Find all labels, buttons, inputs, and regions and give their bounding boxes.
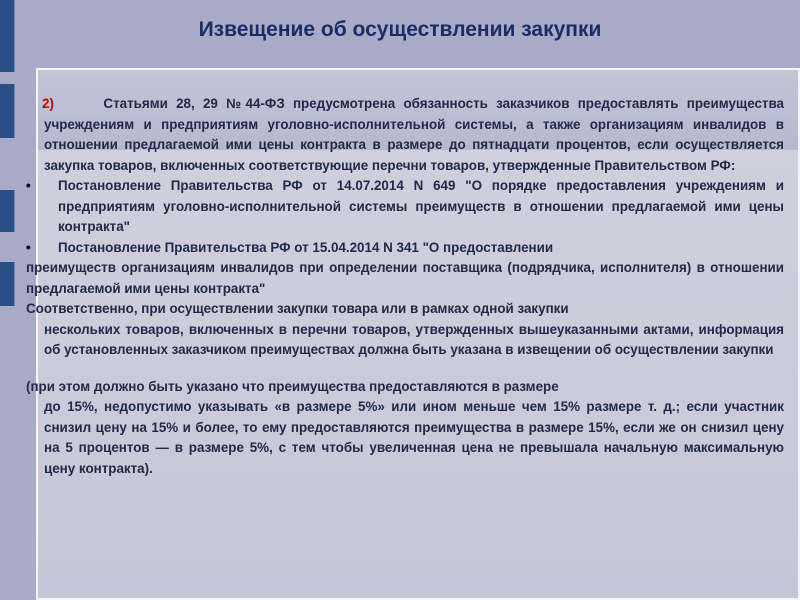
bullet-item-2 (26, 238, 784, 259)
bullet-2-first-line: Постановление Правительства РФ от 15.04.2014 N 341 "О предоставлении (58, 239, 554, 255)
intro-paragraph (44, 94, 784, 176)
bullet-dot-icon: • (26, 178, 31, 193)
conclusion-rest: нескольких товаров, включенных в перечни товаров, утвержденных вышеуказанными актами, информация об установленных заказчиком преимуществах должна быть указана в извещении об осуществлении закупки (44, 321, 784, 357)
decorative-bar-4 (0, 262, 15, 306)
decorative-bar-2 (0, 84, 15, 138)
note-rest: до 15%, недопустимо указывать «в размере 5%» или ином меньше чем 15% размере т. д.; если участник снизил цену на 15% и более, то ему предоставляются преимущества в размере 15%, если же он снизил цену на 5 процентов — в размере 5%, с тем чтобы увеличенная цена не превышала начальную максимальную цену контракта). (44, 399, 784, 476)
bullet-dot-icon: • (26, 239, 31, 255)
bullet-item-1 (26, 176, 784, 238)
intro-text: Статьями 28, 29 №44-ФЗ предусмотрена обязанность заказчиков предоставлять преимущества учреждениям и предприятиям уголовно-исполнительной системы, а также организациям инвалидов в отношении предлагаемой ими цены контракта в размере до пятнадцати процентов, если осуществляется закупка товаров, включенных соответствующие перечни товаров, утвержденные Правительством РФ: (44, 96, 784, 173)
bullet-1-text: Постановление Правительства РФ от 14.07.2014 N 649 "О порядке предоставления учреждениям и предприятиям уголовно-исполнительной системы преимуществ в отношении предлагаемой ими цены контракта" (58, 178, 784, 234)
bullet-2-rest: преимуществ организациям инвалидов при определении поставщика (подрядчика, исполнителя) в отношении предлагаемой ими цены контракта" (26, 260, 784, 296)
slide-title: Извещение об осуществлении закупки (198, 18, 602, 41)
item-number: 2) (42, 96, 54, 111)
decorative-bar-3 (0, 190, 15, 232)
conclusion-first-line: Соответственно, при осуществлении закупки товара или в рамках одной закупки (26, 301, 569, 316)
note-first-line: (при этом должно быть указано что преимущества предоставляются в размере (26, 378, 559, 394)
slide-body (26, 94, 784, 479)
